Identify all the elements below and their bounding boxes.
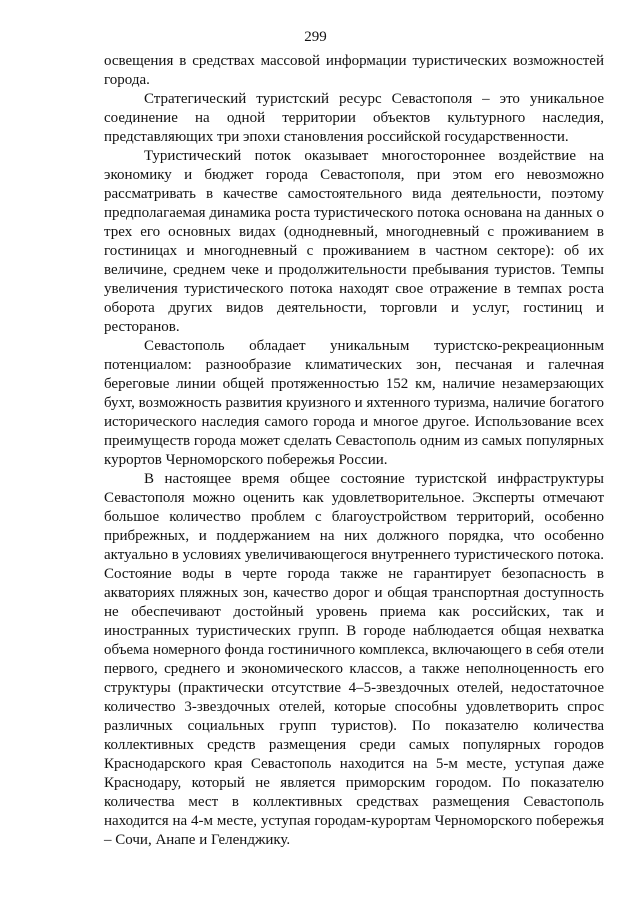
document-body <box>104 52 604 850</box>
paragraph-2: Стратегический туристский ресурс Севастополя – это уникальное соединение на одной территории объектов культурного наследия, представляющих три эпохи становления российской государственности. <box>104 91 604 145</box>
page-number: 299 <box>304 29 327 45</box>
paragraph-1: освещения в средствах массовой информации туристических возможностей города. <box>104 53 604 88</box>
paragraph-5: В настоящее время общее состояние туристской инфраструктуры Севастополя можно оценить как удовлетворительное. Эксперты отмечают большое количество проблем с благоустройством территорий, особенно прибрежных, и поддержанием на них должного порядка, что особенно актуально в условиях увеличивающегося внутреннего туристического потока. Состояние воды в черте города также не гарантирует безопасность в акваториях пляжных зон, качество дорог и общая транспортная доступность не обеспечивают достойный уровень приема как российских, так и иностранных туристических групп. В городе наблюдается общая нехватка объема номерного фонда гостиничного комплекса, включающего в себя отели первого, среднего и экономического классов, а также неполноценность его структуры (практически отсутствие 4–5-звездочных отелей, недостаточное количество 3-звездочных отелей, которые способны удовлетворить спрос различных социальных групп туристов). По показателю количества коллективных средств размещения среди самых популярных городов Краснодарского края Севастополь находится на 5-м месте, уступая даже Краснодару, который не является приморским городом. По показателю количества мест в коллективных средствах размещения Севастополь находится на 4-м месте, уступая городам-курортам Черноморского побережья – Сочи, Анапе и Геленджику. <box>104 471 605 848</box>
paragraph-4: Севастополь обладает уникальным туристско-рекреационным потенциалом: разнообразие климатических зон, песчаная и галечная береговые линии общей протяженностью 152 км, наличие незамерзающих бухт, возможность развития круизного и яхтенного туризма, наличие богатого исторического наследия самого города и многое другое. Использование всех преимуществ города может сделать Севастополь одним из самых популярных курортов Черноморского побережья России. <box>104 338 604 468</box>
paragraph-3: Туристический поток оказывает многостороннее воздействие на экономику и бюджет города Севастополя, при этом его невозможно рассматривать в качестве самостоятельного вида деятельности, поэтому предполагаемая динамика роста туристического потока основана на данных о трех его основных видах (однодневный, многодневный с проживанием в гостиницах и многодневный с проживанием в частном секторе): об их величине, среднем чеке и продолжительности пребывания туристов. Темпы увеличения туристического потока находят свое отражение в темпах роста оборота других видов деятельности, торговли и услуг, гостиниц и ресторанов. <box>104 148 604 335</box>
